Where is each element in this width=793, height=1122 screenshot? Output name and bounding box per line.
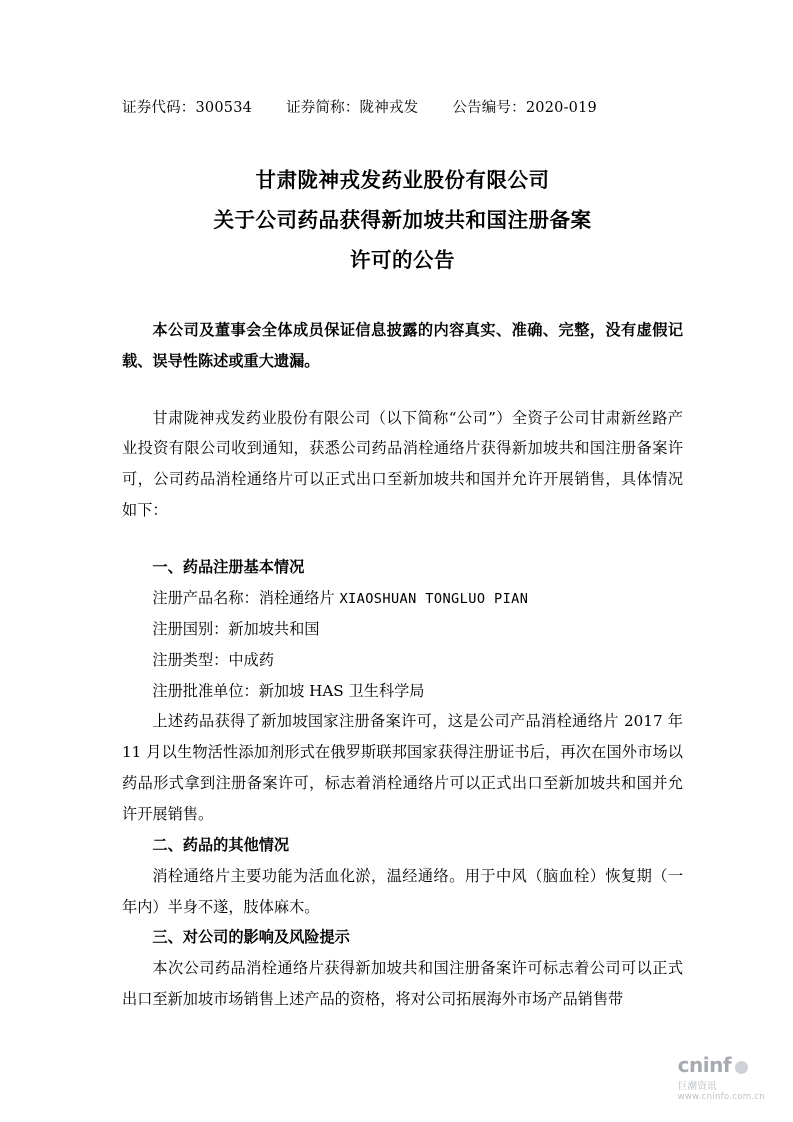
registration-line bbox=[122, 676, 683, 707]
section-2-paragraph: 消栓通络片主要功能为活血化淤，温经通络。用于中风（脑血栓）恢复期（一年内）半身不遂，肢体麻木。 bbox=[122, 866, 683, 916]
watermark-url: www.cninfo.com.cn bbox=[677, 1092, 765, 1102]
watermark bbox=[678, 1053, 765, 1102]
registration-value-latin: XIAOSHUAN TONGLUO PIAN bbox=[339, 590, 529, 607]
security-name: 证券简称：陇神戎发 bbox=[286, 100, 419, 116]
registration-label: 注册类型： bbox=[152, 650, 229, 669]
section-3-paragraph: 本次公司药品消栓通络片获得新加坡共和国注册备案许可标志着公司可以正式出口至新加坡市场销售上述产品的资格，将对公司拓展海外市场产品销售带 bbox=[122, 959, 683, 1009]
section-2-heading: 二、药品的其他情况 bbox=[152, 835, 290, 854]
registration-line bbox=[122, 645, 683, 676]
registration-label: 注册产品名称： bbox=[152, 588, 259, 607]
section-3 bbox=[122, 922, 683, 1015]
section-3-heading: 三、对公司的影响及风险提示 bbox=[152, 928, 350, 947]
section-1 bbox=[122, 552, 683, 830]
title-line-2: 关于公司药品获得新加坡共和国注册备案 bbox=[213, 207, 592, 232]
disclosure-statement: 本公司及董事会全体成员保证信息披露的内容真实、准确、完整，没有虚假记载、误导性陈述或重大遗漏。 bbox=[122, 320, 683, 370]
section-1-heading: 一、药品注册基本情况 bbox=[152, 558, 305, 577]
registration-label: 注册批准单位： bbox=[152, 681, 259, 700]
watermark-dot-icon bbox=[735, 1061, 748, 1074]
registration-value: 中成药 bbox=[228, 650, 274, 669]
registration-value: 消栓通络片 bbox=[258, 588, 340, 607]
page-title bbox=[122, 161, 683, 281]
section-1-paragraph: 上述药品获得了新加坡国家注册备案许可，这是公司产品消栓通络片 2017 年 11 月以生物活性添加剂形式在俄罗斯联邦国家获得注册证书后，再次在国外市场以药品形式拿到注册备案许可，标志着消栓通络片可以正式出口至新加坡共和国并允许开展销售。 bbox=[122, 712, 683, 823]
registration-label: 注册国别： bbox=[152, 619, 229, 638]
registration-value: 新加坡 HAS 卫生科学局 bbox=[258, 681, 425, 700]
security-code: 证券代码：300534 bbox=[122, 100, 253, 116]
watermark-subtitle: 巨潮资讯 bbox=[677, 1081, 717, 1092]
title-line-3: 许可的公告 bbox=[350, 247, 455, 272]
watermark-logo-text: cninf bbox=[677, 1053, 732, 1077]
section-2 bbox=[122, 830, 683, 923]
title-line-1: 甘肃陇神戎发药业股份有限公司 bbox=[255, 168, 550, 192]
registration-line bbox=[122, 614, 683, 645]
intro-paragraph: 甘肃陇神戎发药业股份有限公司（以下简称“公司”）全资子公司甘肃新丝路产业投资有限公司收到通知，获悉公司药品消栓通络片获得新加坡共和国注册备案许可，公司药品消栓通络片可以正式出口至新加坡共和国并允许开展销售，具体情况如下： bbox=[122, 408, 683, 520]
document-header bbox=[122, 96, 683, 117]
watermark-logo bbox=[678, 1053, 765, 1077]
registration-value: 新加坡共和国 bbox=[228, 619, 320, 638]
registration-line bbox=[122, 583, 683, 614]
announcement-number: 公告编号：2020-019 bbox=[452, 100, 597, 116]
